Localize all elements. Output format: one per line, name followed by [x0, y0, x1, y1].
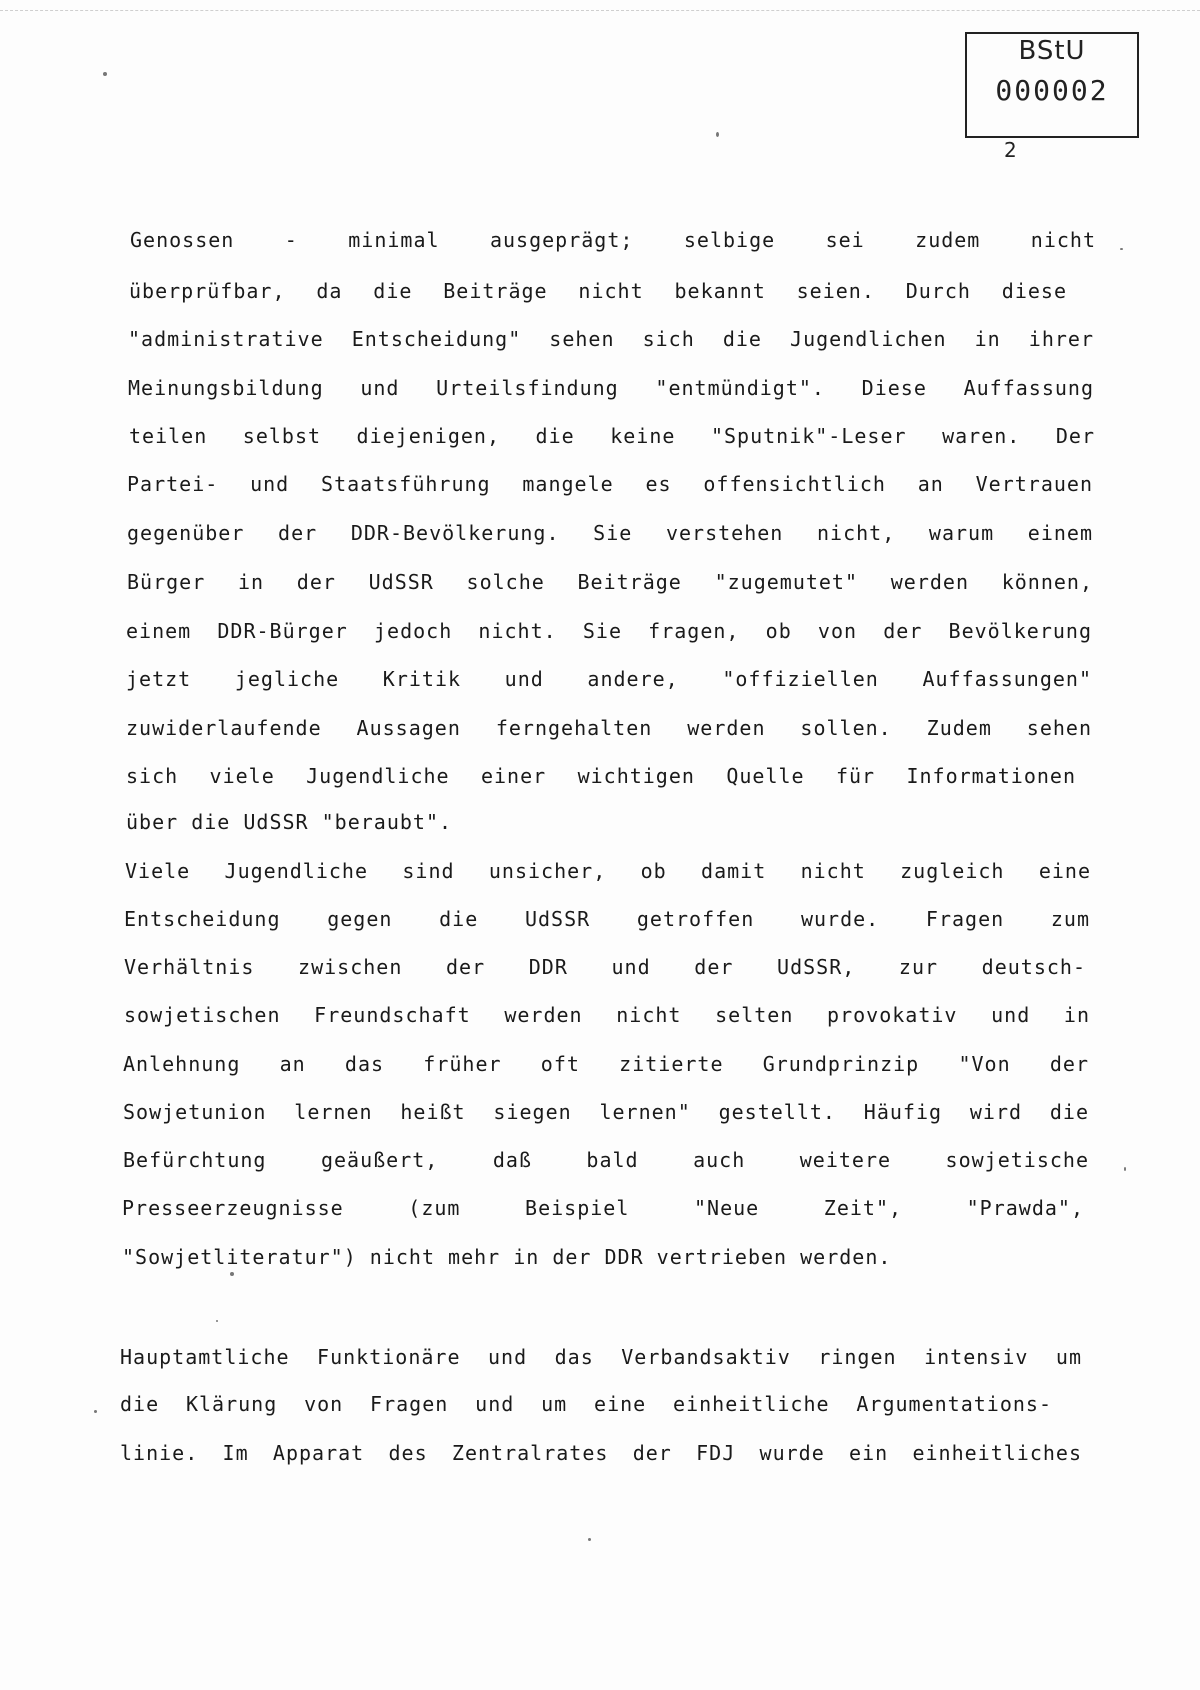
text-line: Partei- und Staatsführung mangele es offensichtlich an Vertrauen — [127, 472, 1093, 496]
text-line: Genossen - minimal ausgeprägt; selbige sei zudem nicht — [130, 228, 1096, 252]
text-line: die Klärung von Fragen und um eine einheitliche Argumentations- — [120, 1392, 1052, 1416]
text-line: einem DDR-Bürger jedoch nicht. Sie fragen, ob von der Bevölkerung — [126, 619, 1092, 643]
text-line: zuwiderlaufende Aussagen ferngehalten werden sollen. Zudem sehen — [126, 716, 1092, 740]
text-line: Meinungsbildung und Urteilsfindung "entmündigt". Diese Auffassung — [128, 376, 1094, 400]
stamp-label: BStU — [1018, 36, 1086, 66]
text-line: Verhältnis zwischen der DDR und der UdSSR, zur deutsch- — [124, 955, 1086, 979]
scan-speck — [103, 72, 107, 76]
text-line: überprüfbar, da die Beiträge nicht bekannt seien. Durch diese — [129, 279, 1067, 303]
scan-speck — [216, 1320, 218, 1322]
text-line: Hauptamtliche Funktionäre und das Verbandsaktiv ringen intensiv um — [120, 1345, 1082, 1369]
scan-speck — [230, 1272, 234, 1276]
text-line: gegenüber der DDR-Bevölkerung. Sie verstehen nicht, warum einem — [127, 521, 1093, 545]
text-line: "Sowjetliteratur") nicht mehr in der DDR vertrieben werden. — [122, 1245, 892, 1269]
text-line: Anlehnung an das früher oft zitierte Grundprinzip "Von der — [123, 1052, 1089, 1076]
text-line: sowjetischen Freundschaft werden nicht selten provokativ und in — [124, 1003, 1090, 1027]
text-line: "administrative Entscheidung" sehen sich die Jugendlichen in ihrer — [128, 327, 1094, 351]
text-line: Viele Jugendliche sind unsicher, ob damit nicht zugleich eine — [125, 859, 1091, 883]
text-line: Befürchtung geäußert, daß bald auch weitere sowjetische — [123, 1148, 1089, 1172]
text-line: linie. Im Apparat des Zentralrates der FDJ wurde ein einheitliches — [120, 1441, 1082, 1465]
text-line: jetzt jegliche Kritik und andere, "offiziellen Auffassungen" — [126, 667, 1092, 691]
text-line: Presseerzeugnisse (zum Beispiel "Neue Zeit", "Prawda", — [122, 1196, 1084, 1220]
scan-speck — [716, 132, 719, 137]
text-line: teilen selbst diejenigen, die keine "Sputnik"-Leser waren. Der — [129, 424, 1095, 448]
scan-speck — [94, 1410, 97, 1413]
text-line: über die UdSSR "beraubt". — [126, 810, 453, 834]
scan-speck — [1120, 248, 1123, 250]
text-line: Entscheidung gegen die UdSSR getroffen wurde. Fragen zum — [124, 907, 1090, 931]
text-line: Bürger in der UdSSR solche Beiträge "zugemutet" werden können, — [127, 570, 1093, 594]
text-line: Sowjetunion lernen heißt siegen lernen" gestellt. Häufig wird die — [123, 1100, 1089, 1124]
text-line: sich viele Jugendliche einer wichtigen Quelle für Informationen — [126, 764, 1076, 788]
scan-speck — [588, 1538, 591, 1541]
scan-speck — [1124, 1167, 1126, 1171]
page-number: 2 — [1004, 138, 1017, 162]
stamp-number: 000002 — [995, 74, 1109, 107]
